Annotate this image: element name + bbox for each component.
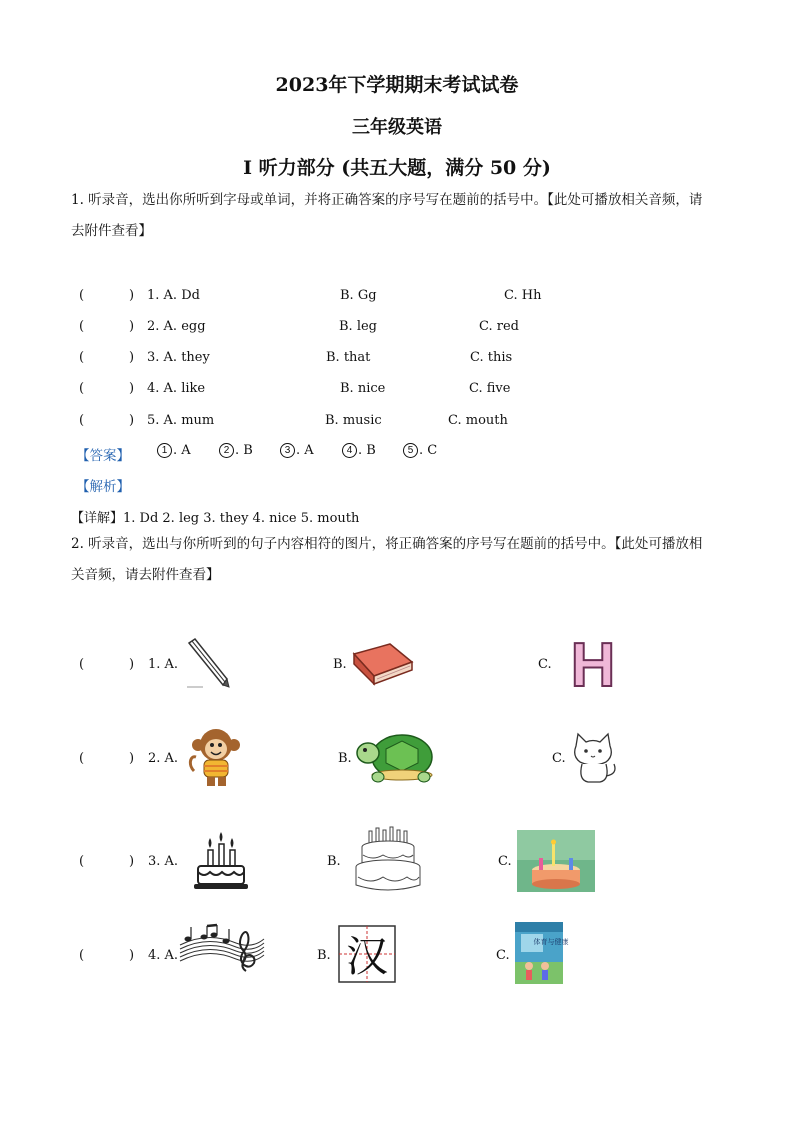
option-c: C. red xyxy=(479,319,519,334)
answer-bracket-close: ) xyxy=(129,350,135,365)
answer-bracket-open[interactable]: ( xyxy=(79,319,85,334)
option-b: B. Gg xyxy=(340,288,377,303)
pe-textbook-icon xyxy=(515,922,569,984)
option-a: 5. A. mum xyxy=(147,413,215,428)
circled-number: 2 xyxy=(219,443,234,458)
option-c-label: C. xyxy=(552,751,566,766)
svg-text:汉: 汉 xyxy=(345,932,389,981)
answer-bracket-close: ) xyxy=(129,319,135,334)
option-b: B. nice xyxy=(340,381,386,396)
letter-h-icon xyxy=(566,630,620,700)
answer-bracket-open[interactable]: ( xyxy=(79,350,85,365)
q2-instruction-line1: 2. 听录音，选出与你所听到的句子内容相符的图片，将正确答案的序号写在题前的括号中。【此处可播放相 xyxy=(71,536,703,552)
q1-instruction-line1: 1. 听录音，选出你所听到字母或单词，并将正确答案的序号写在题前的括号中。【此处可播放相关音频，请 xyxy=(71,192,703,208)
option-a-label: 3. A. xyxy=(148,854,179,869)
answer-bracket-open[interactable]: ( xyxy=(79,381,85,396)
answer-label: 【答案】 xyxy=(76,448,130,464)
option-c: C. this xyxy=(470,350,513,365)
answer-1 xyxy=(157,443,191,458)
answer-bracket-open[interactable]: ( xyxy=(79,854,85,869)
analysis-label: 【解析】 xyxy=(76,479,130,495)
option-b-label: B. xyxy=(327,854,341,869)
option-b: B. leg xyxy=(339,319,377,334)
answer-5 xyxy=(403,443,437,458)
answer-bracket-close: ) xyxy=(129,854,135,869)
answer-bracket-open[interactable]: ( xyxy=(79,948,85,963)
option-c: C. five xyxy=(469,381,511,396)
answer-value: . C xyxy=(419,443,438,458)
option-b-label: B. xyxy=(317,948,331,963)
option-a: 2. A. egg xyxy=(147,319,206,334)
option-c: C. Hh xyxy=(504,288,542,303)
option-b-label: B. xyxy=(338,751,352,766)
answer-bracket-open[interactable]: ( xyxy=(79,657,85,672)
answer-value: . A xyxy=(296,443,314,458)
cat-icon xyxy=(566,730,620,786)
answer-bracket-close: ) xyxy=(129,381,135,396)
answer-bracket-open[interactable]: ( xyxy=(79,751,85,766)
tiered-cake-icon xyxy=(353,825,423,897)
option-b: B. that xyxy=(326,350,371,365)
option-a: 1. A. Dd xyxy=(147,288,200,303)
option-a: 3. A. they xyxy=(147,350,210,365)
circled-number: 5 xyxy=(403,443,418,458)
answer-bracket-close: ) xyxy=(129,948,135,963)
q2-instruction-line2: 关音频，请去附件查看】 xyxy=(71,567,220,583)
svg-text:体育与健康: 体育与健康 xyxy=(533,938,569,946)
answer-value: . B xyxy=(235,443,253,458)
music-notes-icon xyxy=(178,925,266,975)
answer-bracket-close: ) xyxy=(129,657,135,672)
answer-value: . A xyxy=(173,443,191,458)
option-a-label: 1. A. xyxy=(148,657,179,672)
answer-bracket-open[interactable]: ( xyxy=(79,413,85,428)
option-c: C. mouth xyxy=(448,413,508,428)
answer-4 xyxy=(342,443,376,458)
book-icon xyxy=(350,640,415,688)
circled-number: 1 xyxy=(157,443,172,458)
section-heading: I 听力部分 (共五大题，满分 50 分) xyxy=(243,157,551,179)
svg-text:H: H xyxy=(570,631,616,700)
turtle-icon xyxy=(356,727,436,785)
monkey-icon xyxy=(188,727,246,789)
option-c-label: C. xyxy=(538,657,552,672)
answer-bracket-close: ) xyxy=(129,288,135,303)
exam-subtitle: 三年级英语 xyxy=(352,117,442,138)
exam-title: 2023年下学期期末考试试卷 xyxy=(275,74,519,96)
chinese-character-card xyxy=(338,925,396,983)
option-b-label: B. xyxy=(333,657,347,672)
birthday-cake-icon xyxy=(190,832,252,894)
answer-value: . B xyxy=(358,443,376,458)
detail-line: 【详解】1. Dd 2. leg 3. they 4. nice 5. mouth xyxy=(71,511,360,526)
option-b: B. music xyxy=(325,413,382,428)
cake-photo-icon xyxy=(517,830,595,892)
answer-2 xyxy=(219,443,253,458)
option-c-label: C. xyxy=(496,948,510,963)
answer-bracket-open[interactable]: ( xyxy=(79,288,85,303)
option-a-label: 2. A. xyxy=(148,751,179,766)
answer-bracket-close: ) xyxy=(129,413,135,428)
pencil-icon xyxy=(183,637,233,689)
circled-number: 4 xyxy=(342,443,357,458)
answer-bracket-close: ) xyxy=(129,751,135,766)
circled-number: 3 xyxy=(280,443,295,458)
option-c-label: C. xyxy=(498,854,512,869)
option-a-label: 4. A. xyxy=(148,948,179,963)
q1-instruction-line2: 去附件查看】 xyxy=(71,223,152,239)
option-a: 4. A. like xyxy=(147,381,206,396)
answer-3 xyxy=(280,443,314,458)
